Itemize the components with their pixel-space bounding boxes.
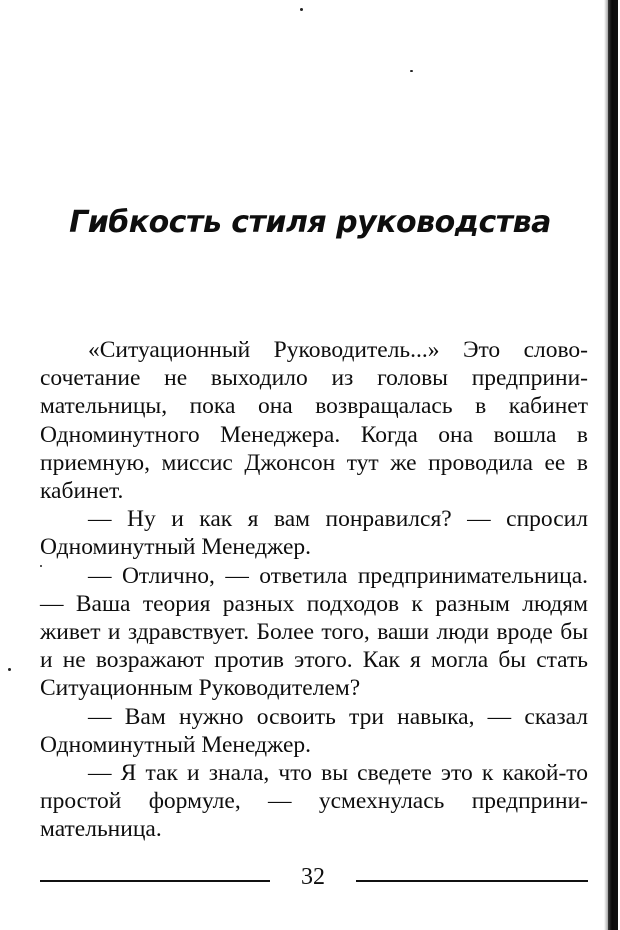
paragraph: — Отлично, — ответила предпринимательница. — Ваша теория разных подходов к разным людям живет и здравствует. Более того, ваши люди вроде бы и не возражают против этого. Как я могла бы стать Ситуационным Руководителем? [40,562,588,702]
paragraph: «Ситуационный Руководитель...» Это словосочетание не выходило из головы предпринимательницы, пока она возвращалась в кабинет Одноминутного Менеджера. Когда она вошла в приемную, миссис Джонсон тут же проводила ее в кабинет. [40,337,588,505]
footer-rule-left [40,880,270,882]
scan-speck [300,8,303,11]
page-footer [40,858,588,898]
body-text [40,336,588,844]
book-spine-edge [608,0,618,930]
paragraph: — Я так и знала, что вы сведете это к какой-то простой формуле, — усмехнулась предпринимательница. [40,760,588,843]
page-number: 32 [301,864,325,890]
paragraph: — Вам нужно освоить три навыка, — сказал Одноминутный Менеджер. [40,703,588,758]
scan-speck [8,668,11,671]
footer-rule-right [356,880,588,882]
scan-speck [410,70,413,72]
paragraph: — Ну и как я вам понравился? — спросил Одноминутный Менеджер. [40,506,588,561]
chapter-heading: Гибкость стиля руководства [69,205,551,240]
